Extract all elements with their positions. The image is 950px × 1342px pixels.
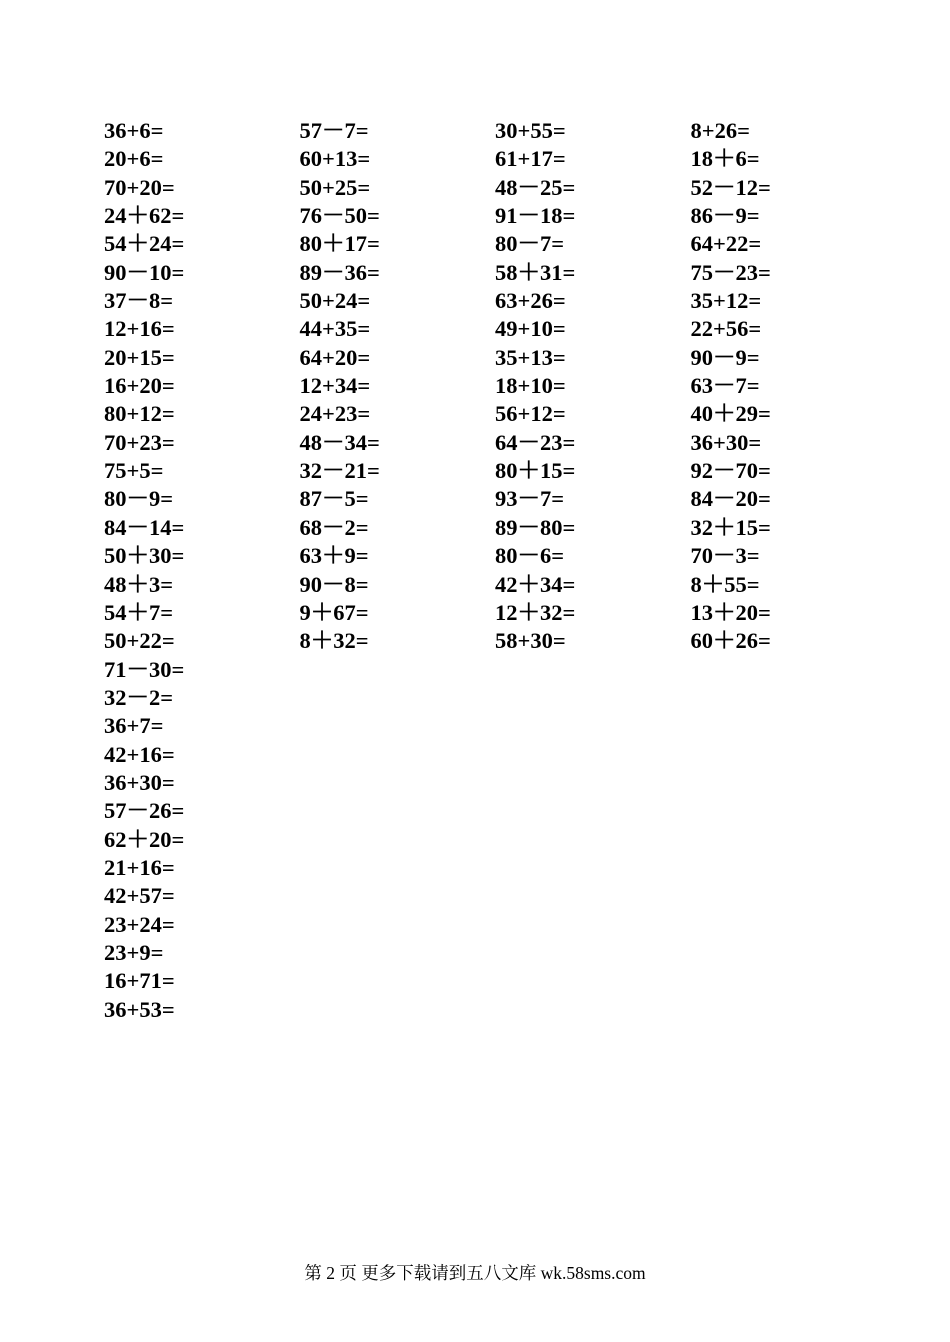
- math-problem: 84－14=: [104, 514, 185, 540]
- math-problem: 50+25=: [299, 174, 371, 200]
- math-problem: 89－36=: [299, 259, 380, 285]
- math-problem: 48－25=: [495, 174, 576, 200]
- math-problem: 42+57=: [104, 883, 175, 909]
- math-problem: 12+34=: [299, 373, 371, 399]
- math-problem: 48＋3=: [104, 571, 174, 597]
- math-problem: 90－9=: [690, 344, 760, 370]
- math-problem: 91－18=: [495, 203, 576, 229]
- math-problem: 48－34=: [299, 429, 380, 455]
- math-problem: 80+12=: [104, 401, 175, 427]
- math-problem: 36+30=: [690, 429, 762, 455]
- problem-column-3: [495, 117, 691, 1024]
- math-problem: 8+26=: [690, 118, 750, 143]
- math-problem: 90－8=: [299, 571, 369, 597]
- math-problem: 18＋6=: [690, 146, 760, 172]
- math-problem: 8＋32=: [299, 628, 369, 654]
- math-problem: 90－10=: [104, 259, 185, 285]
- math-problem: 87－5=: [299, 486, 369, 512]
- math-problem: 80＋17=: [299, 231, 380, 257]
- math-problem: 50＋30=: [104, 543, 185, 569]
- math-problem: 9＋67=: [299, 599, 369, 625]
- math-problem: 80－6=: [495, 543, 565, 569]
- math-problem: 20+15=: [104, 344, 175, 370]
- math-problem: 58+30=: [495, 628, 566, 654]
- math-problem: 32＋15=: [690, 514, 771, 540]
- math-problem: 68－2=: [299, 514, 369, 540]
- math-problem: 93－7=: [495, 486, 565, 512]
- math-problem: 37－8=: [104, 288, 174, 314]
- math-problem: 8＋55=: [690, 571, 760, 597]
- math-problem: 23+9=: [104, 939, 164, 965]
- math-problem: 35+12=: [690, 288, 762, 314]
- math-problem: 12+16=: [104, 316, 175, 342]
- problem-column-1: [104, 117, 300, 1024]
- math-problem: 52－12=: [690, 174, 771, 200]
- math-problem: 89－80=: [495, 514, 576, 540]
- math-problem: 16+71=: [104, 968, 175, 994]
- worksheet: [104, 117, 904, 1024]
- math-problem: 49+10=: [495, 316, 566, 342]
- math-problem: 92－70=: [690, 458, 771, 484]
- math-problem: 63－7=: [690, 373, 760, 399]
- math-problem: 64－23=: [495, 429, 576, 455]
- math-problem: 60＋26=: [690, 628, 771, 654]
- math-problem: 80－7=: [495, 231, 565, 257]
- math-problem: 40＋29=: [690, 401, 771, 427]
- math-problem: 63＋9=: [299, 543, 369, 569]
- math-problem: 71－30=: [104, 656, 185, 682]
- math-problem: 75－23=: [690, 259, 771, 285]
- math-problem: 42+16=: [104, 741, 175, 767]
- math-problem: 36+7=: [104, 713, 164, 739]
- math-problem: 36+30=: [104, 769, 175, 795]
- math-problem: 63+26=: [495, 288, 566, 314]
- math-problem: 84－20=: [690, 486, 771, 512]
- math-problem: 54＋24=: [104, 231, 185, 257]
- math-problem: 24+23=: [299, 401, 371, 427]
- math-problem: 18+10=: [495, 373, 566, 399]
- math-problem: 23+24=: [104, 911, 175, 937]
- math-problem: 36+53=: [104, 996, 175, 1022]
- math-problem: 32－21=: [299, 458, 380, 484]
- math-problem: 22+56=: [690, 316, 762, 342]
- math-problem: 64+22=: [690, 231, 762, 257]
- math-problem: 50+22=: [104, 628, 175, 654]
- math-problem: 86－9=: [690, 203, 760, 229]
- problem-column-4: [691, 117, 887, 1024]
- math-problem: 57－7=: [299, 118, 369, 143]
- math-problem: 58＋31=: [495, 259, 576, 285]
- math-problem: 70－3=: [690, 543, 760, 569]
- math-problem: 70+23=: [104, 429, 175, 455]
- math-problem: 35+13=: [495, 344, 566, 370]
- math-problem: 57－26=: [104, 798, 185, 824]
- math-problem: 20+6=: [104, 146, 164, 172]
- math-problem: 56+12=: [495, 401, 566, 427]
- math-problem: 76－50=: [299, 203, 380, 229]
- math-problem: 50+24=: [299, 288, 371, 314]
- math-problem: 60+13=: [299, 146, 371, 172]
- math-problem: 36+6=: [104, 118, 164, 143]
- math-problem: 21+16=: [104, 854, 175, 880]
- math-problem: 13＋20=: [690, 599, 771, 625]
- math-problem: 44+35=: [299, 316, 371, 342]
- math-problem: 75+5=: [104, 458, 164, 484]
- math-problem: 80－9=: [104, 486, 174, 512]
- math-problem: 12＋32=: [495, 599, 576, 625]
- math-problem: 24＋62=: [104, 203, 185, 229]
- math-problem: 32－2=: [104, 684, 174, 710]
- math-problem: 61+17=: [495, 146, 566, 172]
- page-footer: 第 2 页 更多下载请到五八文库 wk.58sms.com: [304, 1263, 646, 1283]
- math-problem: 54＋7=: [104, 599, 174, 625]
- math-problem: 80＋15=: [495, 458, 576, 484]
- problem-column-2: [300, 117, 496, 1024]
- math-problem: 42＋34=: [495, 571, 576, 597]
- math-problem: 64+20=: [299, 344, 371, 370]
- math-problem: 70+20=: [104, 174, 175, 200]
- math-problem: 30+55=: [495, 118, 566, 143]
- math-problem: 62＋20=: [104, 826, 185, 852]
- math-problem: 16+20=: [104, 373, 175, 399]
